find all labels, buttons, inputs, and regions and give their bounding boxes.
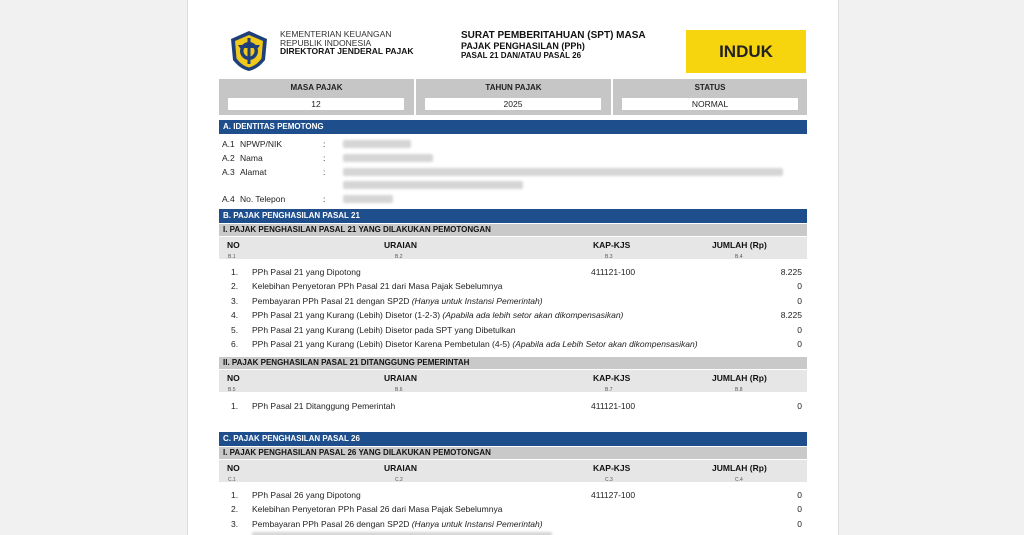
row-amount: 0 [797,339,802,349]
row-description-text: PPh Pasal 21 yang Kurang (Lebih) Disetor pada SPT yang Dibetulkan [252,325,516,335]
section-b-header: B. PAJAK PENGHASILAN PASAL 21 [219,209,807,223]
row-description-text: PPh Pasal 21 yang Dipotong [252,267,361,277]
col-no: NO [227,463,240,473]
section-c1-subheader: I. PAJAK PENGHASILAN PASAL 26 YANG DILAKUKAN PEMOTONGAN [219,447,807,459]
document-header [188,0,838,80]
col-uraian: URAIAN [384,240,418,250]
row-note: (Hanya untuk Instansi Pemerintah) [411,296,543,306]
title-line-1: SURAT PEMBERITAHUAN (SPT) MASA [461,30,646,41]
col-no: NO [227,373,240,383]
row-amount: 0 [797,401,802,411]
row-description [252,519,543,529]
status-column [613,79,807,115]
row-description [252,267,361,277]
row-note: (Hanya untuk Instansi Pemerintah) [411,519,543,529]
id-code-a2: A.2 [222,153,235,163]
id-code-a4: A.4 [222,194,235,204]
title-line-2: PAJAK PENGHASILAN (PPh) [461,41,585,51]
ministry-line-3: DIREKTORAT JENDERAL PAJAK [280,46,414,56]
row-description [252,281,502,291]
row-description [252,401,395,411]
section-a-header: A. IDENTITAS PEMOTONG [219,120,807,134]
masa-pajak-label: MASA PAJAK [290,83,343,92]
row-description [252,325,516,335]
table-row [219,322,807,336]
row-description [252,490,361,500]
id-separator: : [323,194,326,204]
row-number: 1. [231,490,239,500]
col-uraian: URAIAN [384,463,418,473]
row-kap: 411121-100 [591,267,636,277]
row-description-text: Kelebihan Penyetoran PPh Pasal 26 dari Masa Pajak Sebelumnya [252,504,503,514]
col-jumlah: JUMLAH (Rp) [712,463,767,473]
row-amount: 0 [797,296,802,306]
title-line-3: PASAL 21 DAN/ATAU PASAL 26 [461,51,582,60]
period-bar [219,79,807,115]
col-jumlah: JUMLAH (Rp) [712,240,767,250]
id-code-a1: A.1 [222,139,235,149]
row-note: (Apabila ada Lebih Setor akan dikompensasikan) [512,339,698,349]
tahun-pajak-column [416,79,611,115]
col-code: B.1 [228,254,236,260]
row-amount: 0 [797,490,802,500]
row-amount: 8.225 [780,310,802,320]
col-code: B.7 [605,387,613,393]
table-row [219,516,807,530]
id-label-telepon: No. Telepon [240,194,286,204]
row-description-text: PPh Pasal 21 Ditanggung Pemerintah [252,401,396,411]
col-kap: KAP-KJS [593,463,631,473]
id-separator: : [323,153,326,163]
col-code: B.5 [228,387,236,393]
row-description-text: Kelebihan Penyetoran PPh Pasal 21 dari Masa Pajak Sebelumnya [252,281,503,291]
row-kap: 411121-100 [591,401,636,411]
id-label-nama: Nama [240,153,263,163]
redacted-nama [343,154,433,162]
row-number: 3. [231,519,239,529]
spt-type-badge: INDUK [686,30,806,73]
id-separator: : [323,167,326,177]
status-label: STATUS [694,83,726,92]
id-separator: : [323,139,326,149]
ministry-name-block [280,30,414,56]
section-b1-subheader: I. PAJAK PENGHASILAN PASAL 21 YANG DILAKUKAN PEMOTONGAN [219,224,807,236]
row-description-text: PPh Pasal 26 yang Dipotong [252,490,361,500]
row-number: 2. [231,504,239,514]
row-amount: 0 [797,281,802,291]
col-code: C.2 [395,477,403,483]
status-value: NORMAL [622,98,798,110]
section-c1-column-header [219,460,807,482]
col-code: B.3 [605,254,613,260]
col-uraian: URAIAN [384,373,418,383]
row-number: 1. [231,401,239,411]
djp-emblem-icon [228,30,270,72]
row-number: 2. [231,281,239,291]
row-description [252,310,623,320]
ministry-line-2: REPUBLIK INDONESIA [280,37,372,48]
col-no: NO [227,240,240,250]
table-row [219,501,807,515]
redacted-alamat-line-1 [343,168,783,176]
col-code: C.4 [735,477,743,483]
table-row [219,293,807,307]
masa-pajak-column [219,79,414,115]
col-code: B.2 [395,254,403,260]
row-description [252,504,502,514]
ministry-line-1: KEMENTERIAN KEUANGAN [280,29,392,39]
row-number: 6. [231,339,239,349]
col-code: C.1 [228,477,236,483]
row-amount: 0 [797,519,802,529]
section-b2-subheader: II. PAJAK PENGHASILAN PASAL 21 DITANGGUNG PEMERINTAH [219,357,807,369]
tahun-pajak-label: TAHUN PAJAK [485,83,542,92]
row-number: 3. [231,296,239,306]
row-description [252,339,698,349]
col-kap: KAP-KJS [593,373,631,383]
col-kap: KAP-KJS [593,240,631,250]
table-row [219,398,807,412]
col-code: B.4 [735,254,743,260]
col-code: B.6 [395,387,403,393]
table-row [219,264,807,278]
section-c-header: C. PAJAK PENGHASILAN PASAL 26 [219,432,807,446]
id-label-alamat: Alamat [240,167,267,177]
section-b2-column-header [219,370,807,392]
section-b1-column-header [219,237,807,259]
row-amount: 0 [797,325,802,335]
row-kap: 411127-100 [591,490,636,500]
table-row [219,487,807,501]
tahun-pajak-value: 2025 [425,98,601,110]
col-jumlah: JUMLAH (Rp) [712,373,767,383]
table-row [219,336,807,350]
redacted-alamat-line-2 [343,181,523,189]
row-number: 1. [231,267,239,277]
row-description [252,296,543,306]
row-description-text: PPh Pasal 21 yang Kurang (Lebih) Disetor Karena Pembetulan (4-5) [252,339,513,349]
table-row [219,278,807,292]
masa-pajak-value: 12 [228,98,404,110]
row-number: 5. [231,325,239,335]
row-amount: 8.225 [780,267,802,277]
row-description-text: PPh Pasal 21 yang Kurang (Lebih) Disetor (1-2-3) [252,310,443,320]
col-code: C.3 [605,477,613,483]
document-title [461,31,646,61]
col-code: B.8 [735,387,743,393]
row-description-text: Pembayaran PPh Pasal 26 dengan SP2D [252,519,412,529]
row-note: (Apabila ada lebih setor akan dikompensasikan) [442,310,624,320]
id-code-a3: A.3 [222,167,235,177]
redacted-npwp [343,140,411,148]
id-label-npwp: NPWP/NIK [240,139,283,149]
table-row [219,307,807,321]
spt-document-page [187,0,839,535]
row-number: 4. [231,310,239,320]
row-description-text: Pembayaran PPh Pasal 21 dengan SP2D [252,296,412,306]
row-amount: 0 [797,504,802,514]
redacted-telepon [343,195,393,203]
